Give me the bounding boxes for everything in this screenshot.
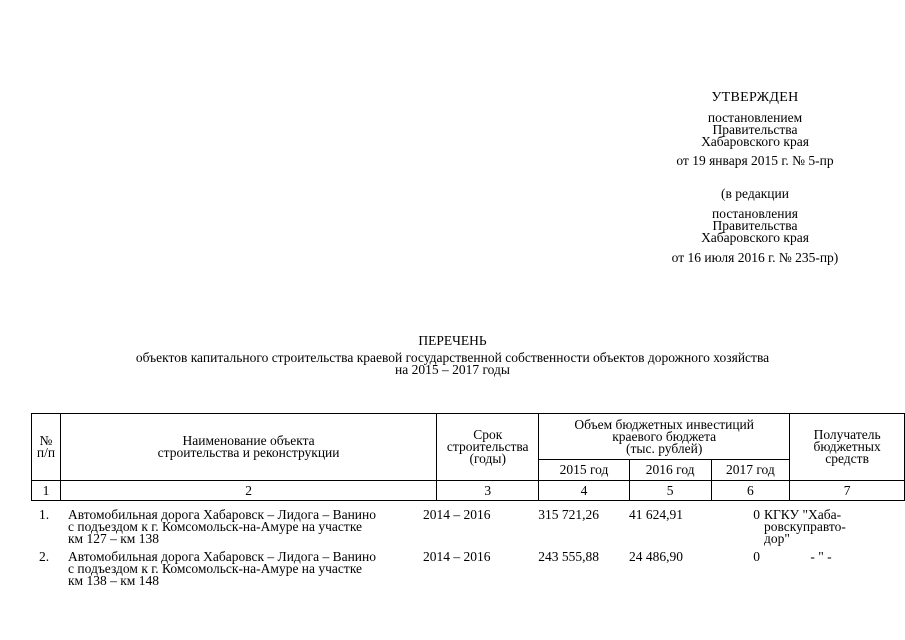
header-text: Объем бюджетных инвестиций (574, 416, 754, 432)
approval-date: от 19 января 2015 г. № 5-пр (676, 153, 834, 168)
approval-line: Правительства (712, 122, 798, 137)
object-name (68, 509, 438, 545)
recipient (764, 509, 874, 545)
recipient-line: дор" (764, 531, 790, 546)
header-text: краевого бюджета (612, 428, 717, 444)
header-table (31, 413, 905, 501)
approval-text (610, 112, 900, 148)
recipient-line: - " - (810, 549, 832, 564)
header-text: средств (825, 451, 869, 466)
construction-term: 2014 – 2016 (423, 507, 491, 522)
revision-line: постановления (712, 206, 798, 221)
column-number: 3 (437, 481, 539, 501)
value-2017: 0 (753, 507, 760, 522)
header-budget (539, 414, 790, 460)
table-body (31, 509, 881, 593)
row-number: 1. (39, 507, 50, 522)
approval-title: УТВЕРЖДЕН (711, 90, 799, 105)
approval-line: Хабаровского края (701, 134, 809, 149)
value-2017: 0 (753, 549, 760, 564)
object-name-line: км 138 – км 148 (68, 573, 159, 588)
document-title: ПЕРЕЧЕНЬ (418, 333, 487, 348)
header-text: бюджетных (813, 439, 881, 454)
revision-date: от 16 июля 2016 г. № 235-пр) (671, 250, 839, 265)
value-2015: 243 555,88 (538, 549, 599, 564)
header-text: п/п (36, 445, 56, 460)
approval-line: постановлением (707, 110, 803, 125)
column-number: 6 (711, 481, 790, 501)
value-2016: 24 486,90 (629, 549, 683, 564)
header-text: строительства и реконструкции (157, 445, 340, 460)
header-text: Получатель (813, 427, 881, 442)
header-text: (годы) (469, 451, 506, 466)
header-num (32, 414, 61, 481)
column-number: 2 (60, 481, 436, 501)
value-2015: 315 721,26 (538, 507, 599, 522)
object-name-line: км 127 – км 138 (68, 531, 159, 546)
header-text: строительства (446, 439, 529, 454)
revision-text (610, 208, 900, 244)
value-2016: 41 624,91 (629, 507, 683, 522)
header-text: (тыс. рублей) (626, 440, 703, 456)
column-number: 5 (629, 481, 711, 501)
subtitle-line: объектов капитального строительства краевой государственной собственности объектов дорожного хозяйства (135, 350, 770, 365)
subtitle-line: на 2015 – 2017 годы (395, 362, 510, 377)
object-name-line: с подъездом к г. Комсомольск-на-Амуре на участке (68, 519, 363, 534)
row-number: 2. (39, 549, 50, 564)
document-subtitle (0, 352, 905, 376)
header-term (437, 414, 539, 481)
table-row (31, 509, 881, 551)
revision-line: Правительства (712, 218, 798, 233)
header-name (60, 414, 436, 481)
table-row (31, 551, 881, 593)
column-number: 4 (539, 481, 630, 501)
header-year-2016: 2016 год (629, 460, 711, 481)
column-number: 1 (32, 481, 61, 501)
header-year-2017: 2017 год (711, 460, 790, 481)
object-name-line: с подъездом к г. Комсомольск-на-Амуре на участке (68, 561, 363, 576)
header-text: Наименование объекта (182, 433, 315, 448)
recipient-line: ровскуправто- (764, 519, 846, 534)
revision-note: (в редакции (721, 186, 789, 201)
recipient-line: КГКУ "Хаба- (764, 507, 842, 522)
object-name (68, 551, 438, 587)
header-text: Срок (473, 427, 503, 442)
recipient (791, 551, 851, 563)
object-name-line: Автомобильная дорога Хабаровск – Лидога – Ванино (68, 507, 377, 522)
construction-term: 2014 – 2016 (423, 549, 491, 564)
revision-line: Хабаровского края (701, 230, 809, 245)
header-text: № (39, 433, 53, 448)
object-name-line: Автомобильная дорога Хабаровск – Лидога – Ванино (68, 549, 377, 564)
column-number: 7 (790, 481, 905, 501)
header-recipient (790, 414, 905, 481)
header-year-2015: 2015 год (539, 460, 630, 481)
